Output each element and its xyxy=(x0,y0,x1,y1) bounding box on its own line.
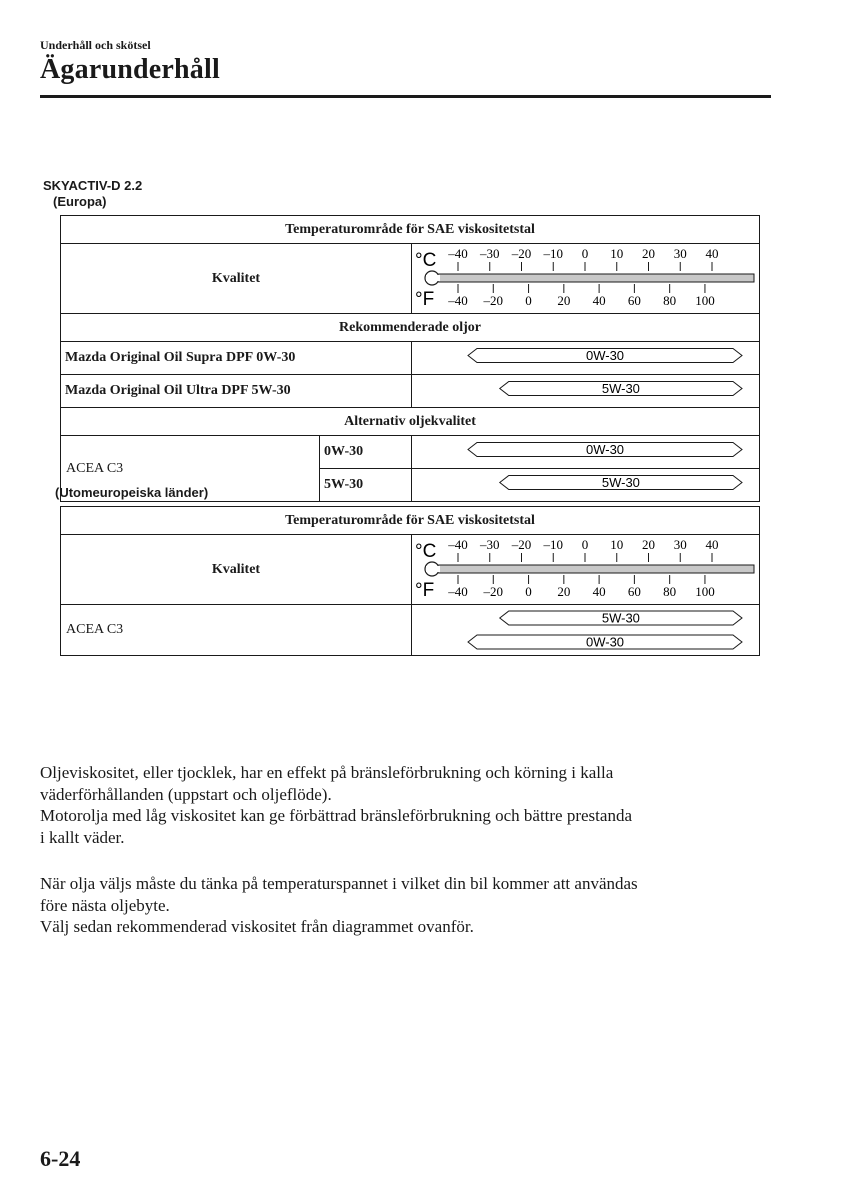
fahrenheit-unit: °F xyxy=(415,580,435,599)
range-bar-cell xyxy=(412,342,760,375)
celsius-tick-label: 10 xyxy=(610,537,624,552)
text-line: före nästa oljebyte. xyxy=(40,895,170,915)
page-number: 6-24 xyxy=(40,1146,81,1171)
celsius-tick-label: 20 xyxy=(642,537,655,552)
alternative-quality-header: Alternativ oljekvalitet xyxy=(61,408,760,436)
alternative-grade: 0W-30 xyxy=(320,436,412,469)
fahrenheit-tick-label: –40 xyxy=(448,584,468,599)
text-line: i kallt väder. xyxy=(40,827,125,847)
fahrenheit-tick-label: –20 xyxy=(483,584,504,599)
page-title: Ägarunderhåll xyxy=(40,54,220,85)
celsius-tick-label: 20 xyxy=(642,246,655,261)
thermometer-neck xyxy=(426,566,440,572)
range-arrow xyxy=(412,342,760,369)
text-line: När olja väljs måste du tänka på temperaturspannet i vilket din bil kommer att användas xyxy=(40,874,638,893)
text-line: Oljeviskositet, eller tjocklek, har en effekt på bränsleförbrukning och körning i kalla xyxy=(40,763,614,782)
grade-label: 0W-30 xyxy=(585,634,625,650)
fahrenheit-tick-label: –40 xyxy=(448,293,468,308)
alternative-grade: 5W-30 xyxy=(320,469,412,502)
range-arrow xyxy=(412,606,760,630)
grade-label: 5W-30 xyxy=(601,610,640,626)
celsius-tick-label: 0 xyxy=(581,537,589,552)
temperature-scale xyxy=(412,244,760,314)
fahrenheit-tick-label: 40 xyxy=(592,293,606,308)
fahrenheit-tick-label: 100 xyxy=(695,584,715,599)
range-bar-cell xyxy=(412,605,760,656)
text-line: Välj sedan rekommenderad viskositet från diagrammet ovanför. xyxy=(40,917,474,936)
other-viscosity-table xyxy=(60,506,760,656)
temp-range-header: Temperaturområde för SAE viskositetstal xyxy=(61,216,760,244)
temp-range-header: Temperaturområde för SAE viskositetstal xyxy=(61,507,760,535)
temperature-scale xyxy=(412,535,760,605)
fahrenheit-tick-label: 80 xyxy=(663,584,677,599)
range-bar-cell xyxy=(412,469,760,502)
fahrenheit-tick-label: 80 xyxy=(663,293,677,308)
thermometer-scale xyxy=(412,244,760,308)
celsius-tick-label: –40 xyxy=(448,537,468,552)
region-europe-label: (Europa) xyxy=(53,194,107,209)
range-arrow xyxy=(412,375,760,402)
quality-name: ACEA C3 xyxy=(61,605,412,656)
thermometer-scale xyxy=(412,535,760,599)
quality-label: Kvalitet xyxy=(61,244,412,314)
thermometer-neck xyxy=(426,275,440,281)
fahrenheit-tick-label: 60 xyxy=(627,584,641,599)
fahrenheit-tick-label: 60 xyxy=(627,293,641,308)
paragraph-viscosity xyxy=(40,762,780,848)
celsius-unit: °C xyxy=(415,541,437,562)
celsius-tick-label: –40 xyxy=(448,246,468,261)
celsius-tick-label: –20 xyxy=(511,246,532,261)
range-arrow xyxy=(412,469,760,496)
celsius-tick-label: 40 xyxy=(705,246,719,261)
title-rule xyxy=(40,95,771,98)
engine-name: SKYACTIV-D 2.2 xyxy=(43,178,143,193)
celsius-tick-label: 30 xyxy=(673,246,687,261)
fahrenheit-tick-label: 100 xyxy=(695,293,715,308)
fahrenheit-tick-label: 20 xyxy=(557,293,571,308)
celsius-tick-label: 30 xyxy=(673,537,687,552)
fahrenheit-tick-label: 20 xyxy=(557,584,571,599)
grade-label: 0W-30 xyxy=(585,348,625,363)
paragraph-selection xyxy=(40,873,780,938)
fahrenheit-tick-label: 40 xyxy=(592,584,606,599)
region-other-label: (Utomeuropeiska länder) xyxy=(55,485,209,500)
fahrenheit-tick-label: 0 xyxy=(525,584,532,599)
celsius-tick-label: 0 xyxy=(581,246,589,261)
europe-viscosity-table xyxy=(60,215,760,502)
recommended-oils-header: Rekommenderade oljor xyxy=(61,314,760,342)
celsius-tick-label: –30 xyxy=(480,246,500,261)
fahrenheit-unit: °F xyxy=(415,289,435,308)
thermometer-tube xyxy=(438,274,754,282)
thermometer-tube xyxy=(438,565,754,573)
alternative-quality-name: ACEA C3 xyxy=(61,436,320,502)
section-label: Underhåll och skötsel xyxy=(40,38,151,52)
fahrenheit-tick-label: 0 xyxy=(525,293,532,308)
grade-label: 5W-30 xyxy=(601,475,640,490)
range-arrow xyxy=(412,436,760,463)
celsius-tick-label: –20 xyxy=(511,537,532,552)
range-arrow xyxy=(412,630,760,654)
celsius-tick-label: –10 xyxy=(543,537,563,552)
celsius-tick-label: 40 xyxy=(705,537,719,552)
celsius-tick-label: –30 xyxy=(480,537,500,552)
celsius-tick-label: 10 xyxy=(610,246,624,261)
text-line: väderförhållanden (uppstart och oljeflöde). xyxy=(40,784,332,804)
recommended-oil-name: Mazda Original Oil Ultra DPF 5W-30 xyxy=(61,375,412,408)
grade-label: 0W-30 xyxy=(585,442,625,457)
grade-label: 5W-30 xyxy=(601,381,640,396)
celsius-unit: °C xyxy=(415,250,437,271)
quality-label: Kvalitet xyxy=(61,535,412,605)
fahrenheit-tick-label: –20 xyxy=(483,293,504,308)
range-bar-cell xyxy=(412,375,760,408)
text-line: Motorolja med låg viskositet kan ge förbättrad bränsleförbrukning och bättre prestanda xyxy=(40,806,632,825)
recommended-oil-name: Mazda Original Oil Supra DPF 0W-30 xyxy=(61,342,412,375)
range-bar-cell xyxy=(412,436,760,469)
celsius-tick-label: –10 xyxy=(543,246,563,261)
